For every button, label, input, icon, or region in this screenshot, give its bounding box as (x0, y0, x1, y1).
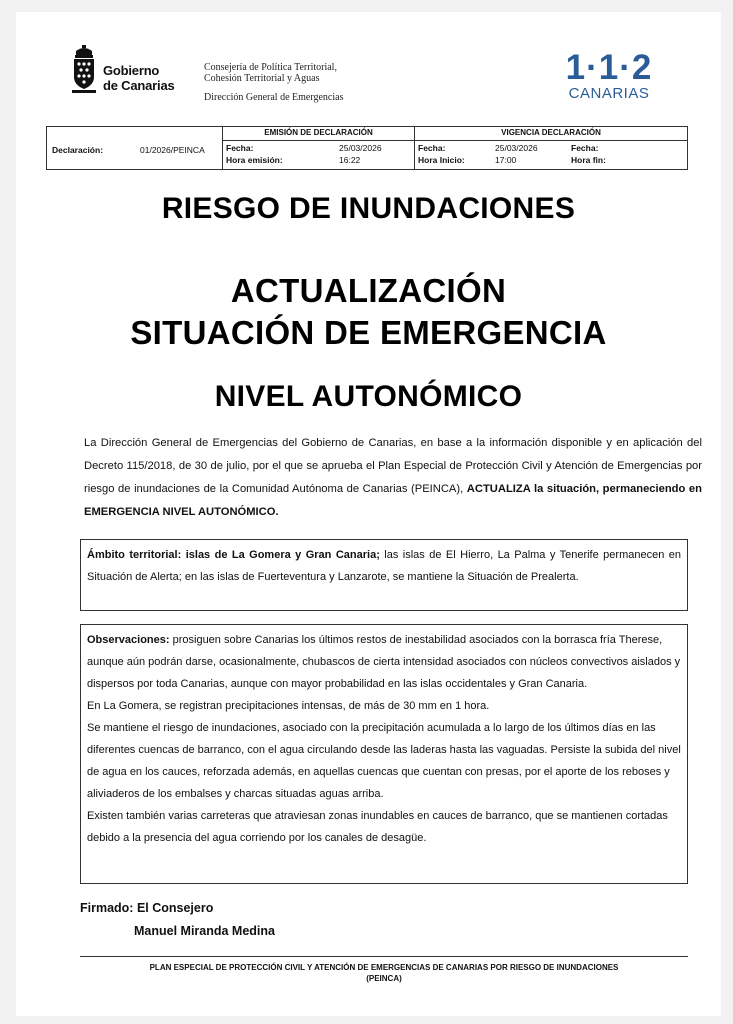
direccion-general: Dirección General de Emergencias (204, 92, 344, 103)
footer-divider (80, 956, 688, 957)
observaciones-box (80, 624, 688, 884)
vigencia-hora-inicio-label: Hora Inicio: (418, 155, 465, 165)
observaciones-p4: Existen también varias carreteras que atraviesan zonas inundables en cauces de barranco, que se mantienen cortadas debido a la presencia del agua corriendo por los canales de desagüe. (87, 810, 668, 844)
vigencia-cell (414, 127, 687, 169)
gobierno-canarias-logo (70, 45, 210, 105)
ambito-bold: Ámbito territorial: islas de La Gomera y Gran Canaria; (87, 549, 380, 561)
logo-112-number: 1·1·2 (565, 48, 653, 87)
update-title-block (16, 270, 721, 354)
vigencia-fecha-label: Fecha: (418, 143, 446, 153)
vigencia-fecha-fin-label: Fecha: (571, 143, 599, 153)
emision-fecha-value: 25/03/2026 (339, 143, 382, 153)
intro-text: La Dirección General de Emergencias del Gobierno de Canarias, en base a la información disponible y en aplicación del Decreto 115/2018, de 30 de julio, por el que se aprueba el Plan Especial de Protección Civil y Atención de Emergencias por riesgo de inundaciones de la Comunidad Autónoma de Canarias (PEINCA), (84, 437, 702, 495)
logo-112-canarias (554, 50, 664, 120)
consejeria-block (204, 62, 343, 103)
declaration-label: Declaración: (52, 145, 104, 155)
gobierno-canarias-name: Gobierno de Canarias (103, 63, 175, 93)
emision-heading: EMISIÓN DE DECLARACIÓN (223, 127, 414, 141)
vigencia-heading: VIGENCIA DECLARACIÓN (415, 127, 687, 141)
level-title: NIVEL AUTONÓMICO (214, 380, 523, 413)
footer-line2: (PEINCA) (366, 974, 402, 983)
footer-line1: PLAN ESPECIAL DE PROTECCIÓN CIVIL Y ATENCIÓN DE EMERGENCIAS DE CANARIAS POR RIESGO DE INUNDACIONES (149, 963, 619, 972)
risk-title: RIESGO DE INUNDACIONES (161, 192, 576, 225)
signature-line1: Firmado: El Consejero (80, 901, 214, 915)
intro-paragraph (84, 432, 702, 524)
situation-title: SITUACIÓN DE EMERGENCIA (130, 314, 607, 351)
signature-block (80, 897, 275, 943)
vigencia-hora-inicio-value: 17:00 (495, 155, 517, 165)
emision-cell (222, 127, 414, 169)
update-title: ACTUALIZACIÓN (230, 272, 507, 309)
observaciones-p1 (87, 629, 681, 695)
vigencia-fecha-value: 25/03/2026 (495, 143, 538, 153)
crest-icon (70, 45, 98, 95)
emision-hora-label: Hora emisión: (226, 155, 283, 165)
consejeria-line1: Consejería de Política Territorial, (204, 62, 337, 73)
declaration-table (46, 126, 688, 170)
footer (80, 962, 688, 984)
observaciones-p2: En La Gomera, se registran precipitaciones intensas, de más de 30 mm en 1 hora. (87, 700, 490, 712)
logo-112-sub: CANARIAS (568, 85, 650, 102)
declaration-id-cell (47, 127, 222, 169)
consejeria-line2: Cohesión Territorial y Aguas (204, 73, 320, 84)
emision-fecha-label: Fecha: (226, 143, 254, 153)
signature-name: Manuel Miranda Medina (134, 924, 275, 938)
ambito-text: las islas de El Hierro, La Palma y Tenerife permanecen en Situación de Alerta; en las islas de Fuerteventura y Lanzarote, se mantiene la Situación de Prealerta. (87, 549, 681, 583)
document-page (16, 12, 721, 1016)
declaration-code: 01/2026/PEINCA (140, 145, 205, 155)
emision-hora-value: 16:22 (339, 155, 361, 165)
observaciones-p1-text: prosiguen sobre Canarias los últimos restos de inestabilidad asociados con la borrasca fría Therese, aunque aún podrán darse, ocasionalmente, chubascos de cierta intensidad asociados con núcleos convectivos aislados y dispersos por toda Canarias, aunque con mayor probabilidad en las islas occidentales y Gran Canaria. (87, 634, 681, 690)
observaciones-p3: Se mantiene el riesgo de inundaciones, asociado con la precipitación acumulada a lo largo de los últimos días en las diferentes cuencas de barranco, con el agua circulando desde las laderas hasta las vaguadas. Persiste la subida del nivel de agua en los cauces, reforzada además, en aquellas cuencas que cuentan con presas, por el aporte de los reboses y aliviaderos de los embalses y charcas situadas aguas arriba. (87, 722, 681, 800)
ambito-box (80, 539, 688, 611)
intro-bold: ACTUALIZA la situación, permaneciendo en EMERGENCIA NIVEL AUTONÓMICO. (84, 483, 702, 518)
observaciones-label: Observaciones: (87, 634, 170, 646)
vigencia-hora-fin-label: Hora fin: (571, 155, 606, 165)
